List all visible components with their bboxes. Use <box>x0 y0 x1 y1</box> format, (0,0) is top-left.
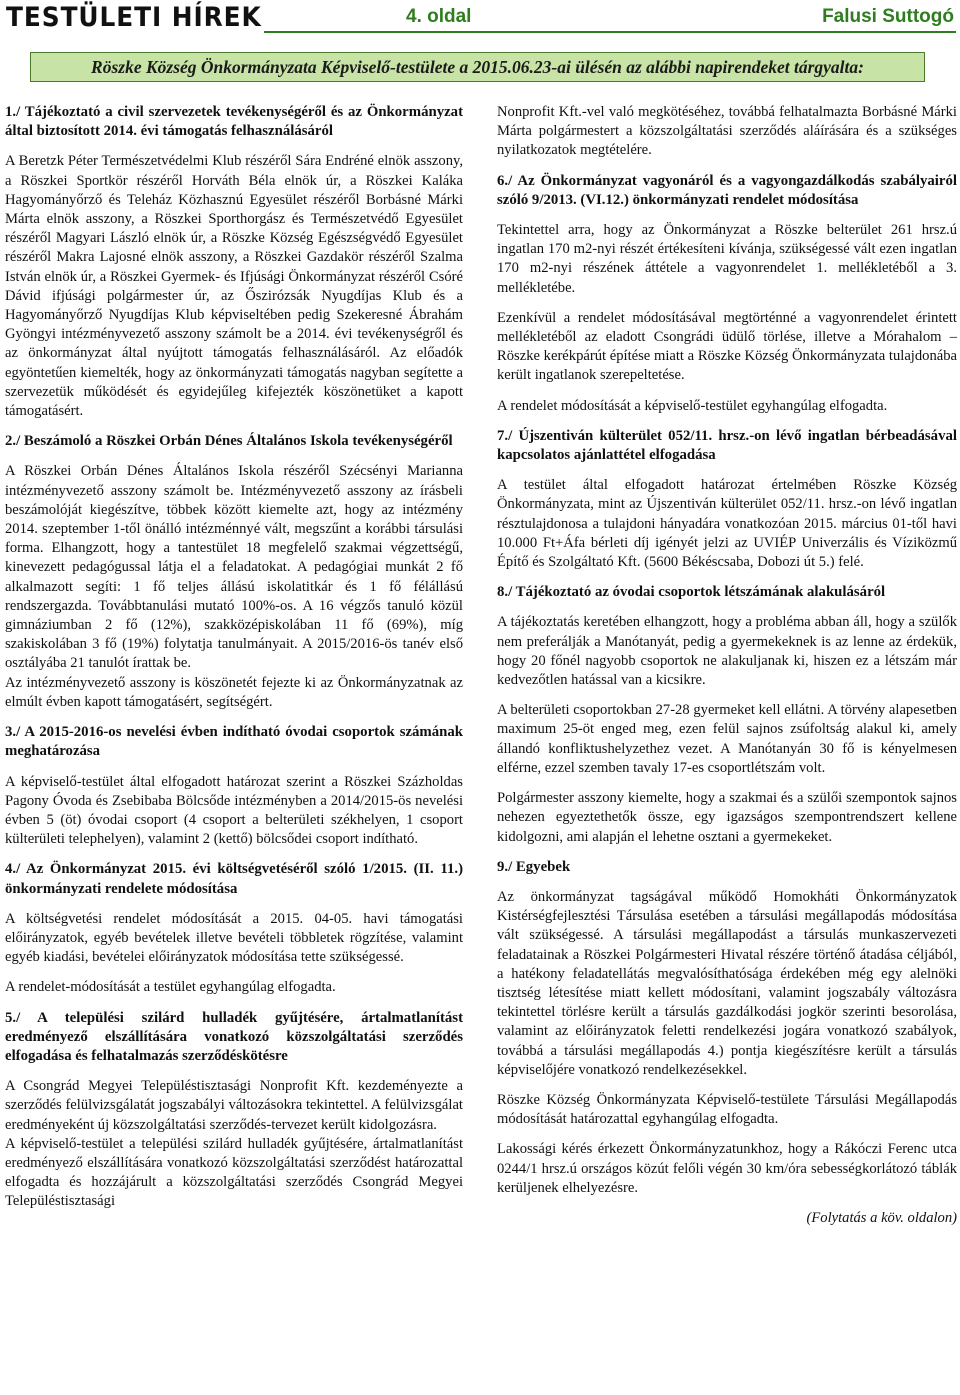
item-5-text: A Csongrád Megyei Településtisztasági Nonprofit Kft. kezdeményezte a szerződés felülvizsgálatát jogszabályi változásokra tekintettel. A felülvizsgálat eredményeként új közszolgáltatási szerződés-tervezet került kidolgozásra. <box>5 1078 463 1133</box>
item-8-text-c: Polgármester asszony kiemelte, hogy a szakmai és a szülői szempontok sajnos nehezen egyeztethetők össze, egy igazságos szempontrendszert kellene kidolgozni, ami alapján el lehetne osztani a gyermekeket. <box>497 790 957 845</box>
right-column <box>497 103 957 1239</box>
continued-note: (Folytatás a köv. oldalon) <box>806 1209 957 1226</box>
masthead <box>6 2 956 36</box>
newspaper-name: Falusi Suttogó <box>822 6 954 27</box>
item-9-text: Az önkormányzat tagságával működő Homokháti Önkormányzatok Kistérségfejlesztési Társulása esetében a társulási megállapodás módosítása vált szükségessé. A társulási megállapodást a társulás munkaszervezeti feladatainak a Röszkei Polgármesteri Hivatal részére történő átadása céljából, a hatékony feladatellátás megvalósíthatósága érdekében még egy alelnöki tisztség létesítése miatt kellett módosítani, valamint jogszabály változásra tekintettel törlésre került a társulás gazdálkodási jogkör szerinti besorolása, valamint az előirányzatok feletti rendelkezési jogára vonatkozó szabályok, továbbá a társulási megállapodás 4.) pontja kiegészítésre került a társulás képviselőjére vonatkozó rendelkezésekkel. <box>497 888 957 1078</box>
item-1-text: A Beretzk Péter Természetvédelmi Klub részéről Sára Endréné elnök asszony, a Röszkei Sportkör részéről Horváth Béla elnök úr, a Röszkei Kaláka Hagyományőrző és Teleház Közhasznú Egyesület részéről Borbásné Márki Márta elnök asszony, a Röszkei Sporthorgász és Természetvédő Egyesület részéről Magyari László elnök úr, a Röszke Község Egészségvédő Egyesület részéről Makra Lajosné elnök asszony, a Röszkei Gazdakör részéről Szalma István elnök úr, a Röszkei Gyermek- és Ifjúsági Önkormányzat részéről Csóré Dávid ifjúsági polgármester úr, az Őszirózsák Nyugdíjas Klub és a Hagyományőrző Nyugdíjas Klub képviseltében pedig Szekeresné Ábrahám Gyöngyi intézményvezető asszony számolt be a 2014. évi tevékenységről és az önkormányzat által nyújtott támogatás felhasználásáról. Az előadók egyöntetűen kiemelték, hogy az önkormányzati támogatás nagyban segítette a szervezetük működését és egyidejűleg kifejezték köszönetüket a kapott támogatásért. <box>5 153 463 420</box>
item-4-text-b: A rendelet-módosítását a testület egyhangúlag elfogadta. <box>5 979 336 996</box>
item-8-text: A tájékoztatás keretében elhangzott, hogy a probléma abban áll, hogy a szülők nem preferálják a Manótanyát, pedig a gyermekeknek is az lenne az érdekük, hogy 20 főnél nagyobb csoportok ne alakuljanak ki, hiszen ez a létszám már kedvezőtlen hatással van a kicsikre. <box>497 614 957 689</box>
masthead-title: TESTÜLETI HÍREK <box>6 2 262 33</box>
item-9-text-c: Lakossági kérés érkezett Önkormányzatunkhoz, hogy a Rákóczi Ferenc utca 0244/1 hrsz.ú országos közút felőli végén 30 km/óra sebességkorlátozó táblák kerüljenek elhelyezésre. <box>497 1141 957 1196</box>
item-6-text-c: A rendelet módosítását a képviselő-testület egyhangúlag elfogadta. <box>497 397 888 414</box>
left-column <box>5 103 463 1223</box>
item-6-text-b: Ezenkívül a rendelet módosításával megtörténné a vagyonrendelet érintett mellékletéből az eladott Csongrádi üdülő törlése, illetve a Mórahalom – Röszke kerékpárút építése miatt a Röszke Község Önkormányzata tulajdonába került ingatlanok szerepeltetése. <box>497 309 957 384</box>
item-7-heading: 7./ Újszentiván külterület 052/11. hrsz.-on lévő ingatlan bérbeadásával kapcsolatos ajánlattétel elfogadása <box>497 427 957 464</box>
agenda-banner <box>30 52 925 82</box>
page-number: 4. oldal <box>406 6 472 27</box>
item-1-heading: 1./ Tájékoztató a civil szervezetek tevékenységéről és az Önkormányzat által biztosított 2014. évi támogatás felhasználásáról <box>5 104 463 140</box>
item-9-text-b: Röszke Község Önkormányzata Képviselő-testülete Társulási Megállapodás módosítását határozattal egyhangúlag elfogadta. <box>497 1091 957 1128</box>
item-5-heading: 5./ A települési szilárd hulladék gyűjtésére, ártalmatlanítást eredményező elszállítására vonatkozó közszolgáltatási szerződés elfogadása és felhatalmazás szerződéskötésre <box>5 1009 463 1064</box>
item-3-heading: 3./ A 2015-2016-os nevelési évben indítható óvodai csoportok számának meghatározása <box>5 724 463 760</box>
item-5-text-b: A képviselő-testület a települési szilárd hulladék gyűjtésére, ártalmatlanítást eredményező elszállítására vonatkozó közszolgáltatási szerződést határozattal elfogadta és hozzájárult a közszolgáltatási szerződés Csongrád Megyei Településtisztasági <box>5 1135 463 1210</box>
item-6-text: Tekintettel arra, hogy az Önkormányzat a Röszke belterület 261 hrsz.ú ingatlan 170 m2-nyi részét értékesíteni kívánja, szükségessé vált ezen ingatlan 170 m2-nyi részének áttétele a vagyonrendelet 1. mellékletéből a 3. mellékletébe. <box>497 222 957 296</box>
item-4-text: A költségvetési rendelet módosítását a 2015. 04-05. havi támogatási előirányzatok, egyéb bevételek illetve bevételi többletek rögzítése, valamint egyéb kiadási, bevételei előirányzatok módosítása tette szükségessé. <box>5 910 463 966</box>
item-8-text-b: A belterületi csoportokban 27-28 gyermeket kell ellátni. A törvény alapesetben maximum 25-öt enged meg, ezen felül sajnos zsúfoltság alakul ki, amely állandó konfliktushelyzethez vezet. A Manótanyán 30 fő is kényelmesen elférne, ezzel szemben tavaly 17-es csoportlétszám volt. <box>497 702 957 776</box>
item-6-heading: 6./ Az Önkormányzat vagyonáról és a vagyongazdálkodás szabályairól szóló 9/2013. (VI.12.) önkormányzati rendelet módosítása <box>497 172 957 208</box>
item-5-text-c: Nonprofit Kft.-vel való megkötéséhez, továbbá felhatalmazta Borbásné Márki Márta polgármestert a közszolgáltatási szerződés aláírására és a szükséges nyilatkozatok megtételére. <box>497 104 957 159</box>
item-8-heading: 8./ Tájékoztató az óvodai csoportok létszámának alakulásáról <box>497 584 886 601</box>
item-2-text: A Röszkei Orbán Dénes Általános Iskola részéről Szécsényi Marianna intézményvezető asszony számolt be. Intézményvezető asszony az írásbeli beszámolóját kiegészítve, többek között kiemelte azt, hogy az intézmény 2014. szeptember 1-től önálló intézménnyé vált, megszűnt a korábbi társulási forma. Elhangzott, hogy a tantestület 18 megfelelő szakmai végzettségű, kinevezett pedagógussal látja el a feladatokat. A pedagógiai munkát 2 fő alkalmazott segíti: 1 fő teljes állású iskolatitkár és 1 fő félállású rendszergazda. Továbbtanulási mutató 100%-os. A 16 végzős tanuló közül gimnáziumban 2 fő (12%), szakközépiskolában 11 fő (69%), míg szakiskolában 3 fő (19%) folytatja tanulmányait. A 2015/2016-ös tanév első osztályába 21 tanulót írattak be. <box>5 463 463 672</box>
agenda-banner-text: Röszke Község Önkormányzata Képviselő-testülete a 2015.06.23-ai ülésén az alábbi napirendeket tárgyalta: <box>91 57 864 77</box>
item-4-heading: 4./ Az Önkormányzat 2015. évi költségvetéséről szóló 1/2015. (II. 11.) önkormányzati rendelete módosítása <box>5 861 463 897</box>
item-7-text: A testület által elfogadott határozat értelmében Röszke Község Önkormányzata, mint az Újszentiván külterület 052/11. hrsz.-on lévő ingatlan résztulajdonosa a tulajdoni hányadára vonatkozóan 2015. március 01-től havi 10.000 Ft+Áfa bérleti díj igényét jelzi az UVIÉP Univerzális és Víziközmű Építő és Szolgáltató Kft. (5600 Békéscsaba, Dobozi út 5.) felé. <box>497 477 957 571</box>
item-9-heading: 9./ Egyebek <box>497 858 571 875</box>
item-2-text-b: Az intézményvezető asszony is köszönetét fejezte ki az Önkormányzatnak az elmúlt évben kapott támogatásért, segítségért. <box>5 674 463 710</box>
masthead-rule <box>264 31 956 33</box>
item-2-heading: 2./ Beszámoló a Röszkei Orbán Dénes Általános Iskola tevékenységéről <box>5 433 453 450</box>
item-3-text: A képviselő-testület által elfogadott határozat szerint a Röszkei Százholdas Pagony Óvoda és Zsebibaba Bölcsőde intézményben a 2014/2015-ös nevelési évben 5 (öt) óvodai csoport (4 csoport a belterületi székhelyen, 1 csoport külterületi telephelyen), valamint 2 (kettő) bölcsődei csoport indítható. <box>5 773 463 848</box>
